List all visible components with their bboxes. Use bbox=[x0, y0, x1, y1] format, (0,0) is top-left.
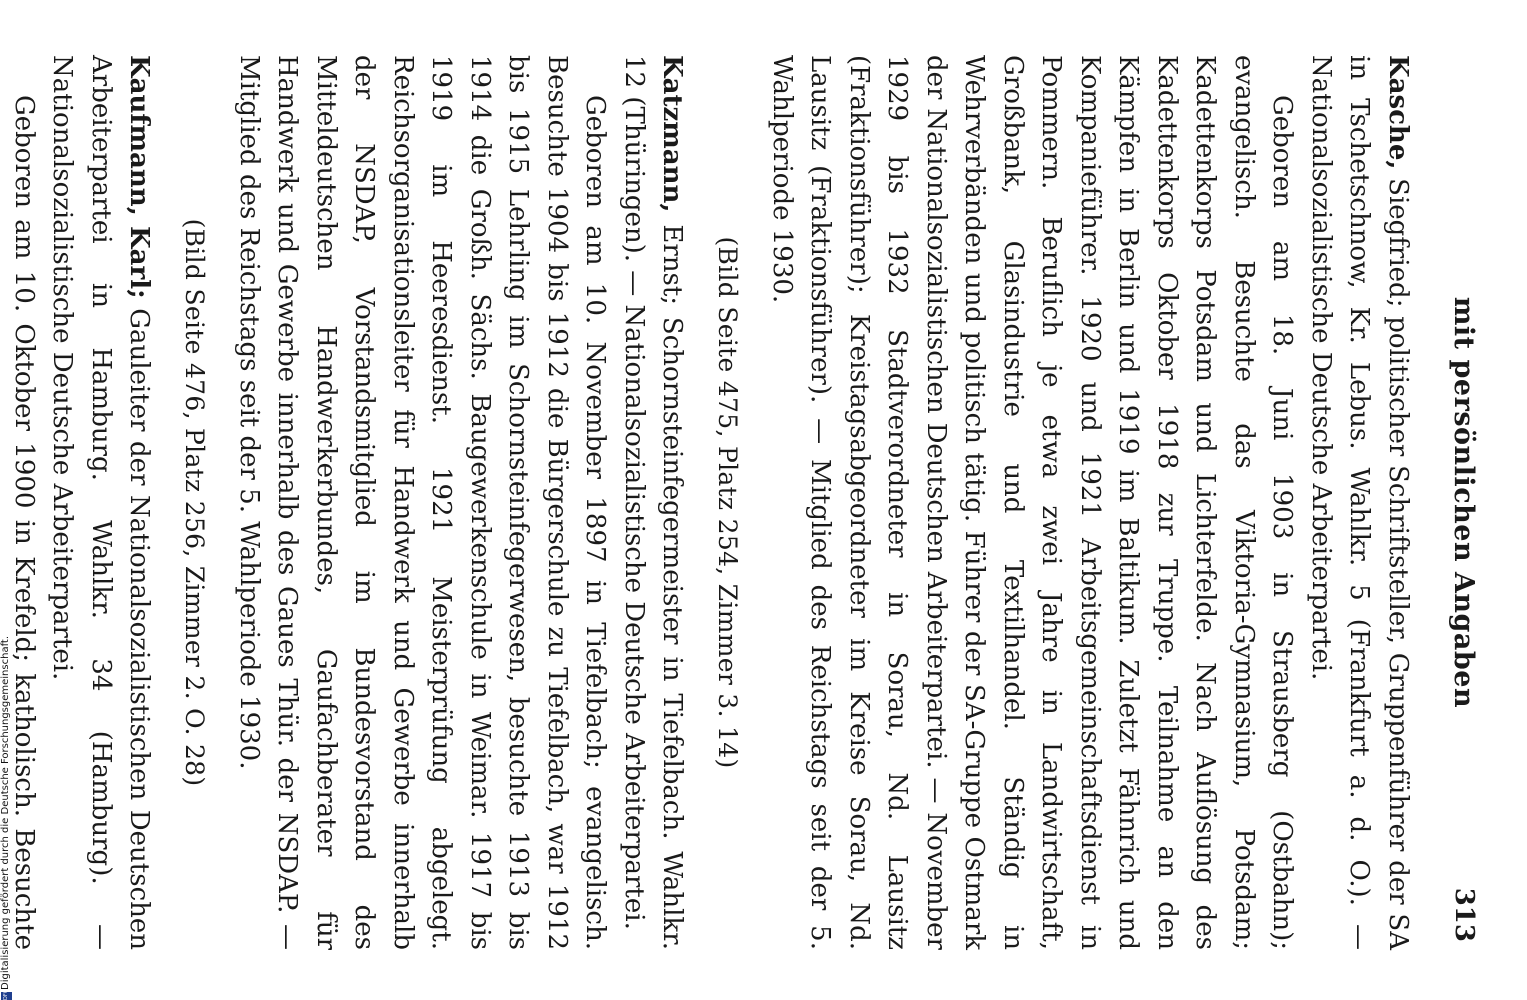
entry-intro-text: Ernst; Schornsteinfegermeister in Tiefelbach. Wahlkr. 12 (Thüringen). — Nationalsozialistische Deutsche Arbeiterpartei. bbox=[619, 55, 688, 950]
running-title: mit persönlichen Angaben bbox=[1448, 296, 1479, 709]
page-content bbox=[0, 55, 1479, 950]
page-number: 313 bbox=[1449, 887, 1479, 942]
entry-body: Geboren am 10. November 1897 in Tiefelbach; evangelisch. Besuchte 1904 bis 1912 die Bürgerschule zu Tiefelbach, war 1912 bis 1915 Lehrling im Schornsteinfegerwesen, besuchte 1913 bis 1914 die Großh. Sächs. Baugewerkenschule in Weimar. 1917 bis 1919 im Heeresdienst. 1921 Meisterprüfung abgelegt. Reichsorganisationsleiter für Handwerk und Gewerbe innerhalb der NSDAP, Vorstandsmitglied im Bundesvorstand des Mitteldeutschen Handwerkerbundes, Gaufachberater für Handwerk und Gewerbe innerhalb des Gaues Thür. der NSDAP. — Mitglied des Reichstags seit der 5. Wahlperiode 1930. bbox=[234, 55, 611, 950]
biography-entry-katzmann bbox=[181, 55, 692, 950]
entry-body: Geboren am 10. Oktober 1900 in Krefeld; katholisch. Besuchte bbox=[9, 95, 39, 950]
entry-name: Kaufmann, Karl; bbox=[124, 55, 155, 299]
entry-name: Kasche, bbox=[1383, 55, 1413, 170]
entry-body: Geboren am 18. Juni 1903 in Strausberg (Ostbahn); evangelisch. Besuchte das Viktoria-Gymnasium, Potsdam; Kadettenkorps Potsdam und Lichterfelde. Nach Auflösung des Kadettenkorps Oktober 1918 zur Truppe. Teilnahme an den Kämpfen in Berlin und 1919 im Baltikum. Zuletzt Fähnrich und Kompanieführer. 1920 und 1921 Arbeitsgemeinschaftsdienst in Pommern. Beruflich je etwa zwei Jahre in Landwirtschaft, Großbank, Glasindustrie und Textilhandel. Ständig in Wehrverbänden und politisch tätig. Führer der SA-Gruppe Ostmark der Nationalsozialistischen Deutschen Arbeiterpartei. — November 1929 bis 1932 Stadtverordneter in Sorau, Nd. Lausitz (Fraktionsführer); Kreistagsabgeordneter im Kreise Sorau, Nd. Lausitz (Fraktionsführer). — Mitglied des Reichstags seit der 5. Wahlperiode 1930. bbox=[767, 55, 1298, 950]
digitization-footer bbox=[0, 600, 14, 1000]
picture-reference: (Bild Seite 476, Platz 256, Zimmer 2. O. 28) bbox=[180, 218, 210, 787]
footer-text: Digitalisierung gefördert durch die Deutsche Forschungsgemeinschaft. bbox=[0, 635, 11, 990]
entry-intro-text: Gauleiter der Nationalsozialistischen Deutschen Arbeiterpartei in Hamburg. Wahlkr. 34 (Hamburg). — Nationalsozialistische Deutsche Arbeiterpartei. bbox=[47, 55, 155, 951]
entry-intro bbox=[1302, 55, 1418, 950]
dfg-logo-icon: DFG bbox=[1, 992, 12, 1000]
biography-entry-kaufmann bbox=[0, 55, 159, 950]
rotated-page bbox=[9, 0, 1527, 1000]
picture-reference: (Bild Seite 475, Platz 254, Zimmer 3. 14) bbox=[713, 236, 743, 769]
entry-intro bbox=[43, 55, 159, 950]
entry-intro bbox=[615, 55, 692, 950]
entry-intro-text: Siegfried; politischer Schriftsteller, Gruppenführer der SA in Tschetschnow, Kr. Lebus. Wahlkr. 5 (Frankfurt a. d. O.). — Nationalsozialistische Deutsche Arbeiterpartei. bbox=[1306, 55, 1413, 950]
page-header bbox=[1439, 55, 1479, 950]
entry-name: Katzmann, bbox=[657, 55, 688, 213]
biography-entry-kasche bbox=[714, 55, 1418, 950]
